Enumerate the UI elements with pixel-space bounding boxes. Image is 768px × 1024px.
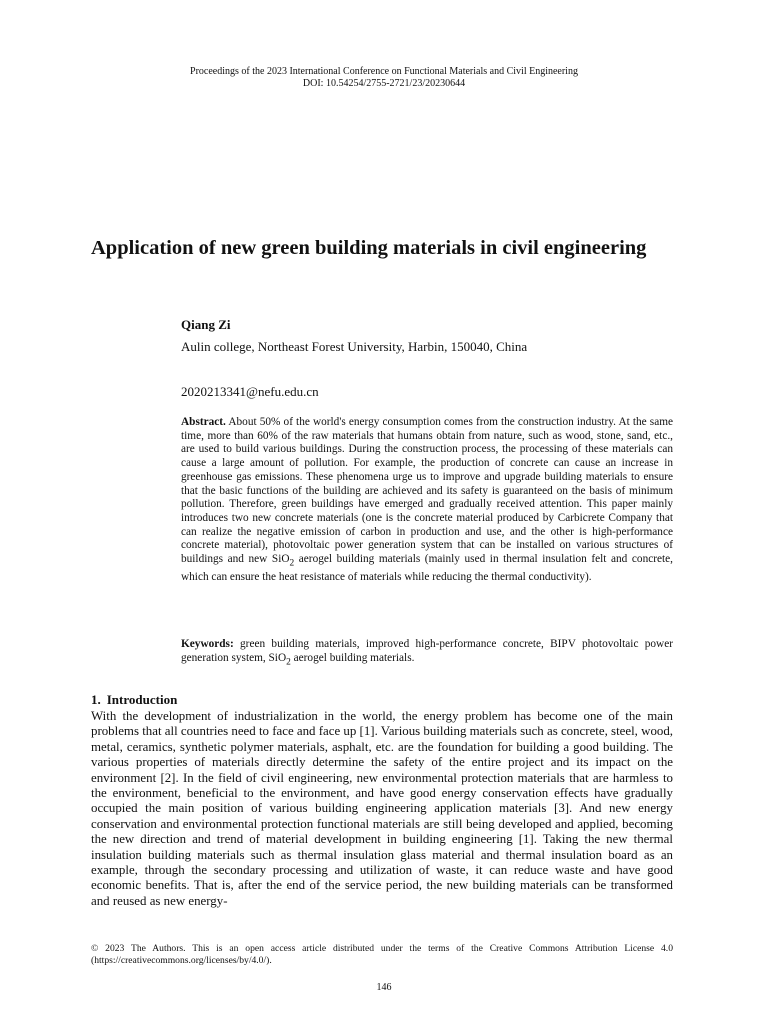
keywords <box>181 638 673 670</box>
license-footnote: © 2023 The Authors. This is an open access article distributed under the terms of the Creative Commons Attribution License 4.0 (https://creativecommons.org/licenses/by/4.0/). <box>91 943 673 966</box>
section-heading <box>91 692 177 708</box>
abstract-label: Abstract. <box>181 416 226 428</box>
running-header <box>0 66 768 90</box>
keywords-label: Keywords: <box>181 638 234 650</box>
section-number: 1. <box>91 692 101 707</box>
section-title: Introduction <box>106 692 178 707</box>
keywords-text-part2: aerogel building materials. <box>290 651 415 664</box>
page-number: 146 <box>376 982 392 993</box>
proceedings-line: Proceedings of the 2023 International Conference on Functional Materials and Civil Engineering <box>190 66 578 77</box>
author-email: 2020213341@nefu.edu.cn <box>181 384 319 399</box>
abstract-subscript: 2 <box>289 558 295 569</box>
abstract <box>181 416 673 585</box>
doi-line: DOI: 10.54254/2755-2721/23/20230644 <box>302 78 466 89</box>
introduction-paragraph: With the development of industrialization in the world, the energy problem has become one of the main problems that all countries need to face and face up [1]. Various building materials such as concrete, steel, wood, metal, ceramics, synthetic polymer materials, asphalt, etc. are the foundation for building a good building. The various properties of materials directly determine the safety of the entire project and its impact on the environment [2]. In the field of civil engineering, new environmental protection materials that are harmless to the environment, beneficial to the environment, and have good energy conservation effects have gradually occupied the main position of various building engineering application materials [3]. And new energy conservation and environmental protection functional materials are still being developed and applied, becoming the new direction and trend of material development in building engineering [1]. Taking the new thermal insulation building materials such as thermal insulation glass material and thermal insulation board as an example, through the secondary processing and utilization of waste, it can reduce waste and have good economic benefits. That is, after the end of the service period, the new building materials can be transformed and reused as new energy- <box>91 709 673 908</box>
keywords-text-part1: green building materials, improved high-performance concrete, BIPV photovoltaic power generation system, SiO <box>181 638 673 664</box>
author-name: Qiang Zi <box>181 317 231 332</box>
paper-title: Application of new green building materials in civil engineering <box>91 237 647 259</box>
abstract-text-part2: aerogel building materials (mainly used in thermal insulation felt and concrete, which can ensure the heat resistance of materials while reducing the thermal conductivity). <box>181 553 673 583</box>
abstract-text-part1: About 50% of the world's energy consumption comes from the construction industry. At the same time, more than 60% of the raw materials that humans obtain from nature, such as wood, stone, sand, etc., are used to build various buildings. During the construction process, the processing of these materials can cause a large amount of pollution. For example, the production of concrete can cause an increase in greenhouse gas emissions. These phenomena urge us to improve and upgrade building materials to ensure that the basic functions of the building are achieved and its safety is guaranteed on the basis of minimum pollution. Therefore, green buildings have emerged and gradually received attention. This paper mainly introduces two new concrete materials (one is the concrete material produced by Carbicrete Company that can realize the negative emission of carbon in production and use, and the other is high-performance concrete material), photovoltaic power generation system that can be installed on various structures of buildings and new SiO <box>181 416 674 566</box>
keywords-subscript: 2 <box>286 656 291 667</box>
author-affiliation: Aulin college, Northeast Forest University, Harbin, 150040, China <box>181 339 528 354</box>
